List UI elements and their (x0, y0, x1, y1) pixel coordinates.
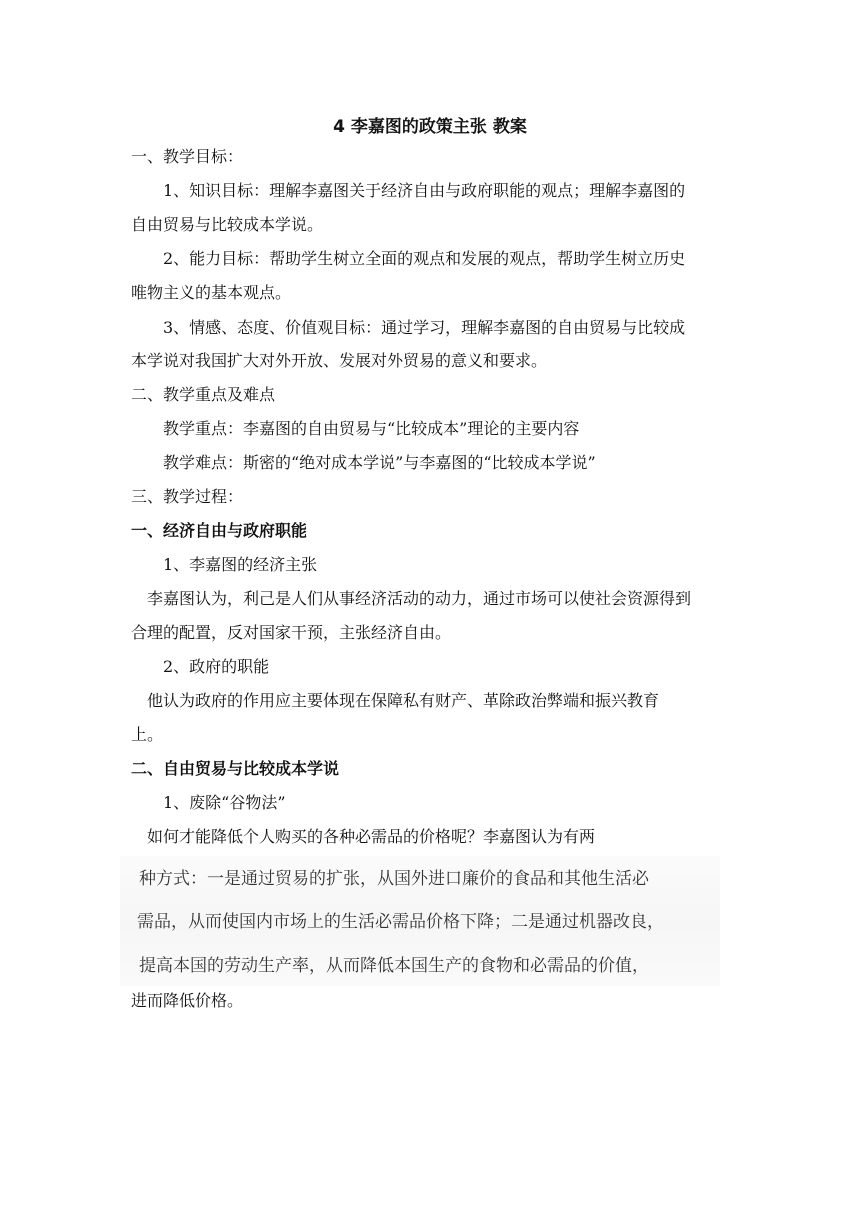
objective-emotion-line1: 3、情感、态度、价值观目标：通过学习，理解李嘉图的自由贸易与比较成 (163, 318, 686, 337)
objective-ability-line2: 唯物主义的基本观点。 (131, 283, 292, 302)
scanned-line-2: 需品，从而使国内市场上的生活必需品价格下降；二是通过机器改良， (137, 912, 664, 932)
government-functions-line2: 上。 (131, 725, 164, 744)
part-heading-free-trade: 二、自由贸易与比较成本学说 (131, 759, 340, 778)
document-title: 4 李嘉图的政策主张 教案 (333, 117, 527, 137)
part-heading-economic-freedom: 一、经济自由与政府职能 (131, 521, 308, 540)
subheading-economic-views: 1、李嘉图的经济主张 (163, 555, 318, 574)
objective-ability-line1: 2、能力目标：帮助学生树立全面的观点和发展的观点，帮助学生树立历史 (163, 249, 686, 268)
scanned-line-1: 种方式：一是通过贸易的扩张，从国外进口廉价的食品和其他生活必 (139, 869, 649, 889)
government-functions-line1: 他认为政府的作用应主要体现在保障私有财产、革除政治弊端和振兴教育 (147, 691, 660, 710)
economic-views-line2: 合理的配置，反对国家干预，主张经济自由。 (131, 623, 452, 642)
section-heading-objectives: 一、教学目标： (131, 147, 244, 166)
teaching-key-point: 教学重点：李嘉图的自由贸易与“比较成本”理论的主要内容 (163, 419, 580, 438)
economic-views-line1: 李嘉图认为，利己是人们从事经济活动的动力，通过市场可以使社会资源得到 (147, 589, 692, 608)
scanned-line-3: 提高本国的劳动生产率，从而降低本国生产的食物和必需品的价值， (139, 956, 649, 976)
objective-knowledge-line1: 1、知识目标：理解李嘉图关于经济自由与政府职能的观点；理解李嘉图的 (163, 181, 686, 200)
section-heading-process: 三、教学过程： (131, 487, 244, 506)
scanned-text-block (120, 856, 720, 986)
section-heading-key-points: 二、教学重点及难点 (131, 385, 276, 404)
objective-knowledge-line2: 自由贸易与比较成本学说。 (131, 215, 324, 234)
objective-emotion-line2: 本学说对我国扩大对外开放、发展对外贸易的意义和要求。 (131, 351, 548, 370)
subheading-government-functions: 2、政府的职能 (163, 657, 270, 676)
subheading-corn-laws: 1、废除“谷物法” (163, 793, 286, 812)
corn-laws-para-end: 进而降低价格。 (131, 991, 244, 1010)
corn-laws-para-line1: 如何才能降低个人购买的各种必需品的价格呢？李嘉图认为有两 (147, 827, 596, 846)
teaching-difficulty: 教学难点：斯密的“绝对成本学说”与李嘉图的“比较成本学说” (163, 453, 596, 472)
